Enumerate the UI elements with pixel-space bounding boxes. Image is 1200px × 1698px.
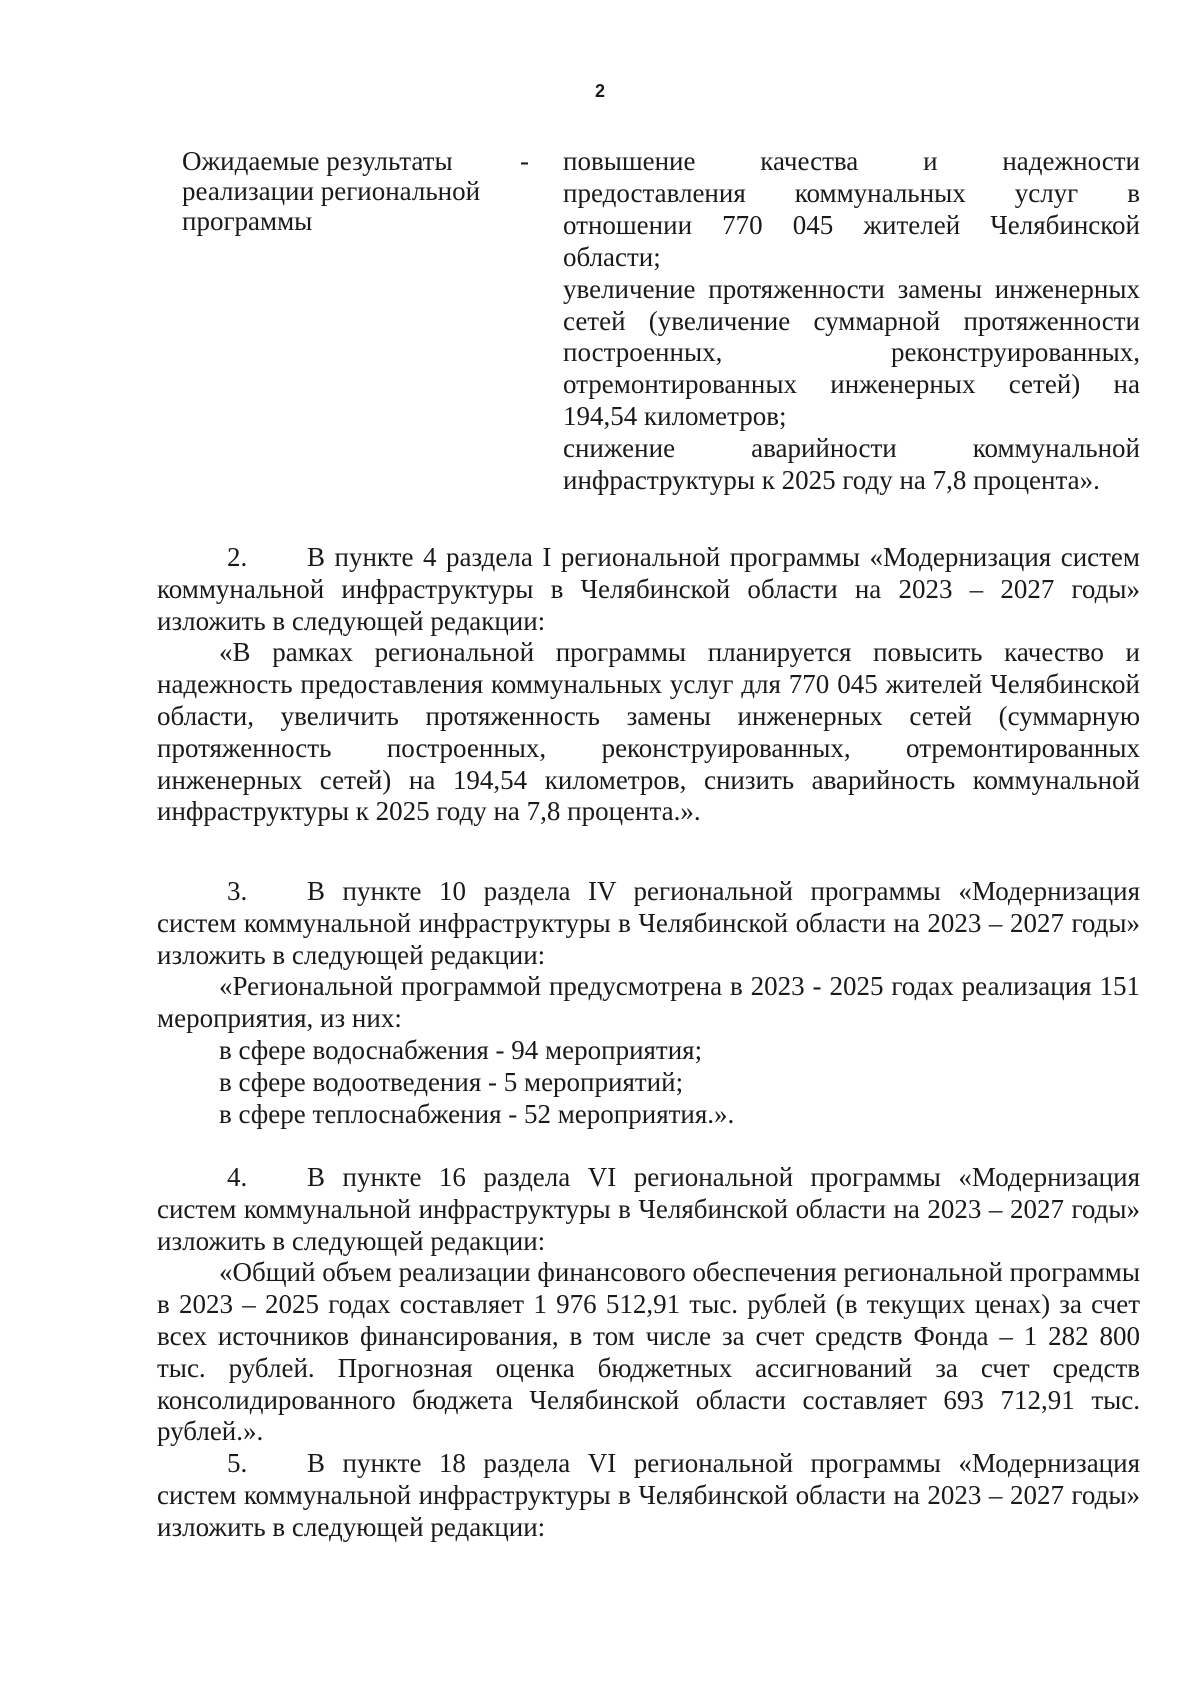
expected-results-list (563, 146, 1140, 497)
amendment-text: В пункте 10 раздела IV региональной программы «Модернизация систем коммунальной инфраструктуры в Челябинской области на 2023 – 2027 годы» изложить в следующей редакции: (157, 876, 1140, 970)
amendment-text: В пункте 18 раздела VI региональной программы «Модернизация систем коммунальной инфраструктуры в Челябинской области на 2023 – 2027 годы» изложить в следующей редакции: (157, 1448, 1140, 1542)
amendment-paragraph (157, 542, 1140, 637)
amendment-quote: «Региональной программой предусмотрена в 2023 - 2025 годах реализация 151 мероприятия, из них: (157, 971, 1140, 1034)
measure-list-item: в сфере теплоснабжения - 52 мероприятия.». (219, 1098, 735, 1129)
page-number: 2 (594, 81, 605, 101)
amendment-paragraph (157, 1448, 1140, 1543)
amendment-item-4 (157, 1162, 1140, 1448)
amendment-quote: «В рамках региональной программы планируется повысить качество и надежность предоставления коммунальных услуг для 770 045 жителей Челябинской области, увеличить протяженность замены инженерных сетей (суммарную протяженность построенных, реконструированных, отремонтированных инженерных сетей) на 194,54 километров, снизить аварийность коммунальной инфраструктуры к 2025 году на 7,8 процента.». (157, 637, 1140, 827)
amendment-item-5 (157, 1448, 1140, 1543)
measure-list-item: в сфере водоснабжения - 94 мероприятия; (219, 1034, 703, 1065)
amendment-paragraph (157, 1162, 1140, 1257)
expected-result-item: снижение аварийности коммунальной инфраструктуры к 2025 году на 7,8 процента». (563, 433, 1140, 496)
amendment-number: 4. (227, 1162, 248, 1192)
amendment-text: В пункте 4 раздела I региональной программы «Модернизация систем коммунальной инфраструктуры в Челябинской области на 2023 – 2027 годы» изложить в следующей редакции: (157, 542, 1140, 636)
amendment-number: 5. (227, 1448, 248, 1478)
amendment-number: 2. (227, 542, 248, 572)
expected-result-item: повышение качества и надежности предоставления коммунальных услуг в отношении 770 045 жителей Челябинской области; (563, 146, 1140, 272)
amendment-paragraph (157, 876, 1140, 971)
expected-result-item: увеличение протяженности замены инженерных сетей (увеличение суммарной протяженности построенных, реконструированных, отремонтированных инженерных сетей) на 194,54 километров; (563, 273, 1140, 432)
expected-results-dash: - (520, 146, 529, 176)
amendment-number: 3. (227, 876, 248, 906)
amendment-item-3 (157, 876, 1140, 1131)
expected-results-label: Ожидаемые результаты реализации региональной программы (182, 146, 481, 236)
amendment-quote: «Общий объем реализации финансового обеспечения региональной программы в 2023 – 2025 годах составляет 1 976 512,91 тыс. рублей (в текущих ценах) за счет всех источников финансирования, в том числе за счет средств Фонда – 1 282 800 тыс. рублей. Прогнозная оценка бюджетных ассигнований за счет средств консолидированного бюджета Челябинской области составляет 693 712,91 тыс. рублей.». (157, 1257, 1140, 1447)
measure-list-item: в сфере водоотведения - 5 мероприятий; (219, 1066, 684, 1097)
amendment-item-2 (157, 542, 1140, 828)
amendment-text: В пункте 16 раздела VI региональной программы «Модернизация систем коммунальной инфраструктуры в Челябинской области на 2023 – 2027 годы» изложить в следующей редакции: (157, 1162, 1140, 1256)
